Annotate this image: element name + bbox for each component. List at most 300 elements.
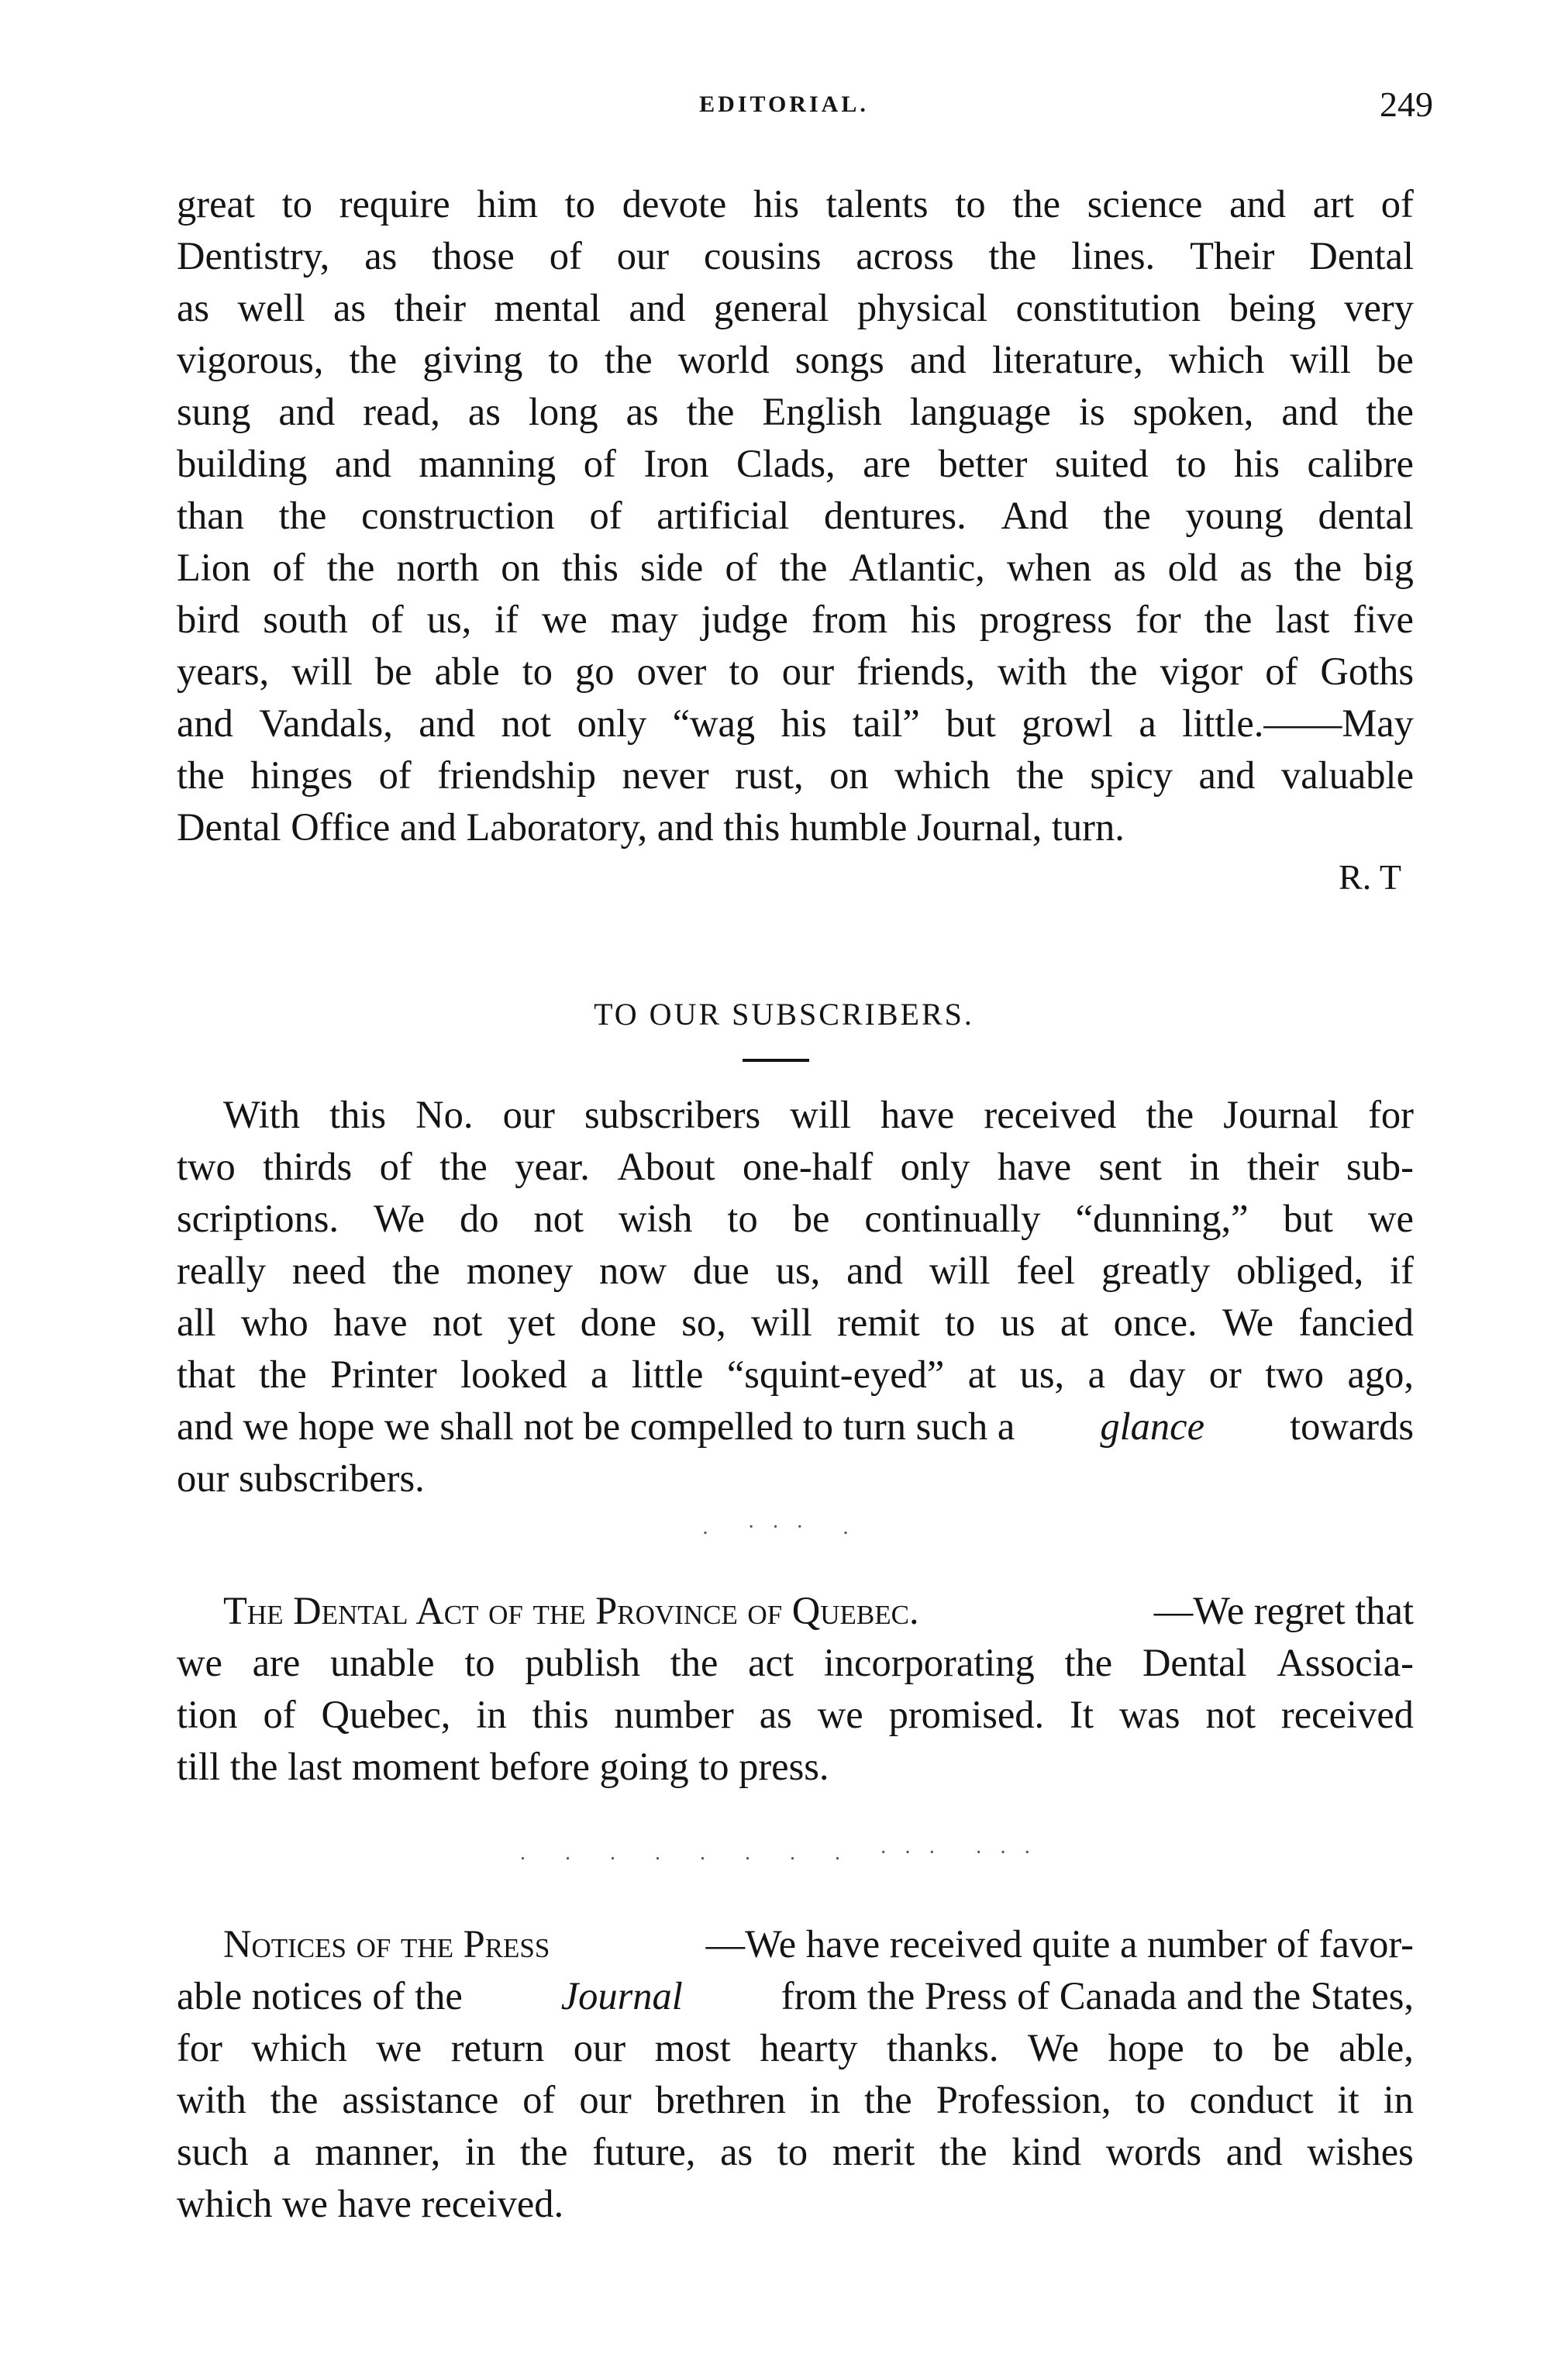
word: as	[720, 2130, 753, 2173]
word: science	[1087, 182, 1203, 226]
word: was	[1118, 1693, 1180, 1736]
word: Profession,	[936, 2078, 1111, 2121]
word: be	[792, 1197, 830, 1240]
word: in	[1189, 1145, 1220, 1188]
word: have	[880, 1093, 955, 1136]
word: bird	[177, 598, 240, 641]
word: on	[829, 753, 869, 797]
word: and	[278, 390, 336, 433]
word: our	[579, 2078, 632, 2121]
word: but	[1283, 1197, 1334, 1240]
word: We	[1028, 2026, 1080, 2069]
word: and	[334, 442, 391, 485]
word: talents	[825, 182, 929, 226]
emphasis: Journal	[560, 1974, 683, 2018]
word: giving	[422, 338, 523, 381]
word: friendship	[437, 753, 596, 797]
text-line: till the last moment before going to press.	[177, 1745, 829, 1788]
word: Their	[1190, 234, 1275, 277]
word: will	[291, 650, 353, 693]
word: is	[1078, 390, 1105, 433]
word: received	[1280, 1693, 1414, 1736]
word: No.	[415, 1093, 474, 1136]
word: yet	[507, 1301, 556, 1344]
word: in	[1383, 2078, 1414, 2121]
word: which	[1168, 338, 1265, 381]
word: to	[729, 650, 760, 693]
word: building	[177, 442, 308, 485]
word: long	[528, 390, 598, 433]
word: as	[177, 286, 210, 329]
text-line: which we have received.	[177, 2182, 564, 2225]
word: Journal	[1223, 1093, 1339, 1136]
text-line	[177, 334, 1414, 385]
word: the	[1103, 494, 1151, 537]
word: read,	[363, 390, 440, 433]
word: his	[781, 701, 827, 745]
word: constitution	[1015, 286, 1201, 329]
word: ago,	[1347, 1353, 1414, 1396]
word: the	[1064, 1641, 1113, 1684]
word: able,	[1339, 2026, 1414, 2069]
word: the	[177, 753, 225, 797]
word: we	[1368, 1197, 1414, 1240]
word: manner,	[315, 2130, 441, 2173]
word: cousins	[704, 234, 822, 277]
word: our	[616, 234, 670, 277]
word: those	[432, 234, 515, 277]
word: unable	[329, 1641, 435, 1684]
word: if	[495, 598, 519, 641]
word: About	[617, 1145, 715, 1188]
word: a	[591, 1353, 608, 1396]
word: at	[1060, 1301, 1089, 1344]
word: have	[997, 1145, 1072, 1188]
word: “wag	[672, 701, 756, 745]
word: big	[1363, 546, 1414, 589]
word: better	[938, 442, 1028, 485]
word: two	[1265, 1353, 1325, 1396]
word: the	[326, 546, 375, 589]
word: as	[333, 286, 367, 329]
word: Iron	[643, 442, 709, 485]
word: and	[909, 338, 967, 381]
word: his	[910, 598, 956, 641]
word: as	[1239, 546, 1273, 589]
word: will	[790, 1093, 851, 1136]
word: continually	[864, 1197, 1041, 1240]
word: this	[561, 546, 619, 589]
word: looked	[460, 1353, 567, 1396]
word: the	[988, 234, 1037, 277]
word: we	[376, 2026, 422, 2069]
paragraph-heading: The Dental Act of the Province of Quebec.	[223, 1589, 919, 1632]
word: may	[610, 598, 678, 641]
word: who	[240, 1301, 308, 1344]
word: the	[604, 338, 653, 381]
word: go	[575, 650, 615, 693]
text-line	[177, 2126, 1414, 2177]
word: if	[1390, 1249, 1414, 1292]
word: the	[1016, 753, 1064, 797]
word: kind	[1011, 2130, 1082, 2173]
word: sent	[1098, 1145, 1162, 1188]
word: old	[1167, 546, 1218, 589]
word: the	[439, 1145, 488, 1188]
word: greatly	[1101, 1249, 1211, 1292]
word: English	[762, 390, 882, 433]
word: to	[1135, 2078, 1166, 2121]
word: to	[464, 1641, 495, 1684]
word: the	[278, 494, 327, 537]
word: We	[1222, 1301, 1274, 1344]
word: construction	[361, 494, 555, 537]
word: years,	[177, 650, 270, 693]
text-line	[177, 542, 1414, 593]
word: Goths	[1320, 650, 1414, 693]
word: but	[946, 701, 996, 745]
word: at	[967, 1353, 997, 1396]
text-span: able notices of the	[177, 1974, 463, 2018]
word: over	[636, 650, 707, 693]
word: the	[939, 2130, 987, 2173]
word: sub-	[1346, 1145, 1414, 1188]
word: Printer	[330, 1353, 437, 1396]
word: little.——May	[1182, 701, 1414, 745]
word: vigor	[1160, 650, 1243, 693]
word: in	[809, 2078, 841, 2121]
text-line	[177, 490, 1414, 541]
word: hinges	[250, 753, 353, 797]
word: us,	[775, 1249, 821, 1292]
word: number	[614, 1693, 734, 1736]
word: the	[1204, 598, 1253, 641]
word: our	[781, 650, 835, 693]
word: “dunning,”	[1075, 1197, 1249, 1240]
section-title: TO OUR SUBSCRIBERS.	[594, 997, 974, 1032]
text-line	[223, 1918, 1414, 1970]
word: in	[476, 1693, 507, 1736]
word: and	[846, 1249, 904, 1292]
word: last	[1275, 598, 1330, 641]
word: do	[460, 1197, 499, 1240]
word: the	[779, 546, 828, 589]
word: to	[955, 182, 986, 226]
text-line	[177, 1970, 1414, 2021]
word: thanks.	[887, 2026, 999, 2069]
word: will	[751, 1301, 812, 1344]
word: as	[759, 1693, 792, 1736]
paragraph-heading: Notices of the Press	[223, 1922, 550, 1966]
word: dental	[1318, 494, 1414, 537]
word: young	[1185, 494, 1284, 537]
word: north	[396, 546, 480, 589]
text-line	[177, 282, 1414, 333]
word: to	[522, 650, 553, 693]
word: require	[339, 182, 450, 226]
word: Quebec,	[321, 1693, 451, 1736]
word: to	[777, 2130, 808, 2173]
word: most	[654, 2026, 731, 2069]
text-line: Dental Office and Laboratory, and this humble Journal, turn.	[177, 805, 1125, 849]
word: of	[549, 234, 582, 277]
text-span: and we hope we shall not be compelled to turn such a	[177, 1404, 1015, 1448]
word: five	[1353, 598, 1414, 641]
word: to	[564, 182, 595, 226]
word: Vandals,	[259, 701, 393, 745]
word: spoken,	[1132, 390, 1254, 433]
word: remit	[837, 1301, 920, 1344]
word: publish	[525, 1641, 641, 1684]
word: Dental	[1142, 1641, 1247, 1684]
word: we	[541, 598, 588, 641]
word: have	[333, 1301, 408, 1344]
word: for	[1368, 1093, 1414, 1136]
text-line	[177, 750, 1414, 801]
emphasis: glance	[1100, 1404, 1204, 1448]
word: being	[1229, 286, 1316, 329]
word: lines.	[1071, 234, 1156, 277]
word: the	[349, 338, 398, 381]
word: two	[177, 1145, 236, 1188]
word: one-half	[742, 1145, 874, 1188]
text-line	[177, 646, 1414, 697]
word: the	[259, 1353, 307, 1396]
word: as	[625, 390, 659, 433]
word: Dental	[1309, 234, 1414, 277]
word: great	[177, 182, 255, 226]
word: in	[464, 2130, 496, 2173]
separator-dots: . . . . . . . . ··· ···	[520, 1841, 1048, 1865]
word: than	[177, 494, 244, 537]
separator-dots: . ··· .	[702, 1515, 866, 1539]
word: of	[583, 442, 616, 485]
word: dentures.	[824, 494, 967, 537]
word: words	[1105, 2130, 1202, 2173]
text-line	[177, 2074, 1414, 2125]
page-number: 249	[1380, 84, 1433, 124]
word: the	[670, 1641, 719, 1684]
word: year.	[515, 1145, 590, 1188]
word: progress	[979, 598, 1112, 641]
word: of	[589, 494, 622, 537]
word: it	[1337, 2078, 1360, 2121]
word: when	[1006, 546, 1092, 589]
word: a	[1087, 1353, 1105, 1396]
word: Atlantic,	[849, 546, 985, 589]
word: friends,	[856, 650, 975, 693]
word: money	[466, 1249, 574, 1292]
word: as	[467, 390, 501, 433]
word: this	[532, 1693, 589, 1736]
word: not	[432, 1301, 483, 1344]
word: of	[522, 2078, 556, 2121]
word: and	[1198, 753, 1256, 797]
word: future,	[592, 2130, 696, 2173]
word: Dentistry,	[177, 234, 330, 277]
word: be	[374, 650, 412, 693]
word: act	[748, 1641, 794, 1684]
word: from	[811, 598, 887, 641]
word: judge	[701, 598, 788, 641]
word: a	[273, 2130, 291, 2173]
word: not	[1205, 1693, 1256, 1736]
word: only	[900, 1145, 970, 1188]
word: suited	[1055, 442, 1149, 485]
text-line	[177, 698, 1414, 749]
word: across	[856, 234, 954, 277]
word: which	[894, 753, 991, 797]
word: spicy	[1090, 753, 1173, 797]
word: assistance	[342, 2078, 499, 2121]
word: promised.	[888, 1693, 1045, 1736]
word: artificial	[656, 494, 790, 537]
word: very	[1344, 286, 1414, 329]
word: general	[713, 286, 829, 329]
word: And	[1001, 494, 1069, 537]
text-line	[177, 386, 1414, 437]
title-rule	[743, 1059, 809, 1062]
text-line: our subscribers.	[177, 1456, 425, 1500]
word: brethren	[655, 2078, 786, 2121]
text-line	[177, 1637, 1414, 1688]
word: subscribers	[584, 1093, 761, 1136]
word: now	[599, 1249, 667, 1292]
text-line	[177, 1689, 1414, 1740]
word: we	[817, 1693, 863, 1736]
word: the	[1366, 390, 1414, 433]
word: him	[477, 182, 538, 226]
word: south	[263, 598, 348, 641]
word: his	[753, 182, 800, 226]
word: will	[1290, 338, 1352, 381]
word: that	[177, 1353, 236, 1396]
word: such	[177, 2130, 249, 2173]
word: manning	[419, 442, 557, 485]
word: devote	[622, 182, 727, 226]
word: with	[997, 650, 1067, 693]
word: on	[501, 546, 540, 589]
word: their	[394, 286, 467, 329]
word: the	[392, 1249, 440, 1292]
word: will	[929, 1249, 991, 1292]
word: the	[1089, 650, 1138, 693]
text-line	[177, 1245, 1414, 1296]
word: incorporating	[823, 1641, 1035, 1684]
word: obliged,	[1236, 1249, 1364, 1292]
word: are	[863, 442, 911, 485]
running-head: EDITORIAL.	[699, 91, 869, 117]
word: language	[909, 390, 1051, 433]
text-line	[177, 178, 1414, 229]
word: Clads,	[736, 442, 836, 485]
word: which	[251, 2026, 347, 2069]
word: Associa-	[1277, 1641, 1414, 1684]
word: really	[177, 1249, 266, 1292]
text-span: towards	[1290, 1404, 1414, 1448]
word: a	[1139, 701, 1156, 745]
word: wish	[619, 1197, 693, 1240]
word: this	[329, 1093, 387, 1136]
word: our	[502, 1093, 555, 1136]
word: only	[577, 701, 647, 745]
word: art	[1312, 182, 1355, 226]
word: all	[177, 1301, 216, 1344]
word: of	[1265, 650, 1298, 693]
word: rust,	[735, 753, 804, 797]
word: growl	[1022, 701, 1113, 745]
word: well	[237, 286, 305, 329]
word: and	[629, 286, 686, 329]
word: fancied	[1298, 1301, 1414, 1344]
word: able	[434, 650, 500, 693]
word: as	[364, 234, 398, 277]
word: tail”	[852, 701, 920, 745]
word: the	[864, 2078, 912, 2121]
word: of	[1380, 182, 1414, 226]
word: of	[272, 546, 305, 589]
word: We	[374, 1197, 426, 1240]
text-line	[177, 1349, 1414, 1400]
word: of	[378, 753, 412, 797]
word: received	[984, 1093, 1117, 1136]
word: With	[223, 1093, 300, 1136]
word: to	[944, 1301, 976, 1344]
word: the	[1012, 182, 1061, 226]
word: tion	[177, 1693, 238, 1736]
word: of	[370, 598, 404, 641]
word: not	[501, 701, 552, 745]
text-line	[177, 1297, 1414, 1348]
word: be	[1377, 338, 1414, 381]
word: his	[1234, 442, 1280, 485]
word: return	[450, 2026, 545, 2069]
page-header	[0, 84, 1568, 130]
text-line	[177, 594, 1414, 645]
word: with	[177, 2078, 246, 2121]
word: scriptions.	[177, 1197, 339, 1240]
word: mental	[494, 286, 601, 329]
word: little	[631, 1353, 704, 1396]
word: songs	[794, 338, 884, 381]
word: sung	[177, 390, 251, 433]
text-line	[177, 1193, 1414, 1244]
word: conduct	[1189, 2078, 1314, 2121]
word: the	[270, 2078, 319, 2121]
word: to	[281, 182, 312, 226]
word: merit	[832, 2130, 915, 2173]
word: us	[1000, 1301, 1036, 1344]
word: It	[1070, 1693, 1094, 1736]
word: literature,	[991, 338, 1143, 381]
word: we	[177, 1641, 222, 1684]
word: need	[291, 1249, 367, 1292]
word: of	[725, 546, 758, 589]
word: the	[1294, 546, 1342, 589]
word: feel	[1016, 1249, 1076, 1292]
text-span: from the Press of Canada and the States,	[781, 1974, 1414, 2018]
word: to	[548, 338, 579, 381]
word: once.	[1113, 1301, 1198, 1344]
text-line	[177, 2022, 1414, 2073]
word: done	[580, 1301, 656, 1344]
word: the	[686, 390, 735, 433]
word: day	[1129, 1353, 1186, 1396]
word: physical	[856, 286, 988, 329]
word: thirds	[263, 1145, 353, 1188]
word: Lion	[177, 546, 251, 589]
word: for	[1135, 598, 1181, 641]
